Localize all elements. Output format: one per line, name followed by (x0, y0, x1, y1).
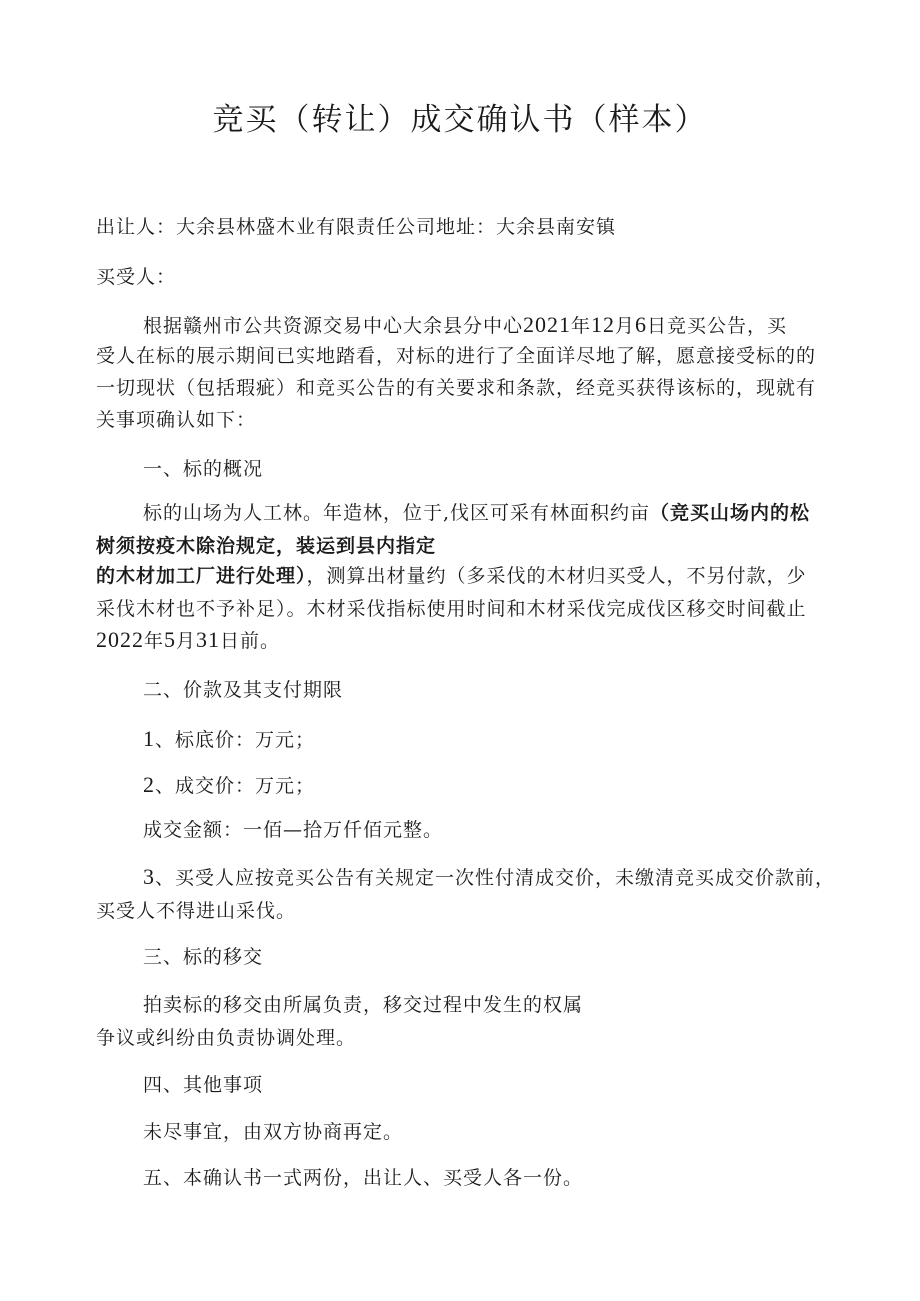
section1-bold-text: 的木材加工厂进行处理） (96, 565, 307, 587)
section4-line-1: 未尽事宜，由双方协商再定。 (143, 1121, 404, 1143)
section2-heading: 二、价款及其支付期限 (143, 679, 344, 701)
item-3-line-2: 买受人不得进山采伐。 (96, 900, 297, 922)
item-number: 2 (143, 772, 155, 797)
section1-line-4: 采伐木材也不予补足）。木材采伐指标使用时间和木材采伐完成伐区移交时间截止 (96, 598, 807, 620)
section5-heading: 五、本确认书一式两份，出让人、买受人各一份。 (143, 1167, 584, 1189)
item-3 (143, 864, 835, 891)
buyer-line: 买受人： (96, 266, 177, 288)
intro-year: 2021 (523, 312, 572, 337)
section1-text: 日前。 (220, 630, 281, 652)
section4-heading: 四、其他事项 (143, 1074, 264, 1096)
end-day: 31 (196, 627, 221, 652)
item-1 (143, 726, 315, 753)
section1-line-2: 树须按疫木除治规定，装运到县内指定 (96, 535, 437, 557)
intro-line-3: 一切现状（包括瑕疵）和竞买公告的有关要求和条款，经竞买获得该标的，现就有 (96, 377, 817, 399)
section1-text: ，测算出材量约（多采伐的木材归买受人，不另付款，少 (306, 565, 807, 587)
section3-line-2: 争议或纠纷由负责协调处理。 (96, 1027, 357, 1049)
section1-text: 年 (144, 630, 165, 652)
section1-heading: 一、标的概况 (143, 458, 264, 480)
item-2 (143, 772, 315, 799)
section3-line-1: 拍卖标的移交由所属负责，移交过程中发生的权属 (143, 994, 584, 1016)
intro-text: 日竞买公告，买 (647, 315, 788, 337)
section1-line-5 (96, 627, 280, 654)
item-number: 1 (143, 726, 155, 751)
item-text: 、成交价：万元； (155, 775, 316, 797)
intro-month: 12 (591, 312, 616, 337)
item-text: 、标底价：万元； (155, 729, 316, 751)
intro-text: 根据赣州市公共资源交易中心大余县分中心 (143, 315, 524, 337)
intro-line-4: 关事项确认如下： (96, 409, 257, 431)
document-title: 竞买（转让）成交确认书（样本） (212, 102, 708, 138)
section1-line-3 (96, 563, 807, 589)
intro-text: 年 (571, 315, 592, 337)
intro-text: 月 (615, 315, 636, 337)
end-month: 5 (164, 627, 177, 652)
section3-heading: 三、标的移交 (143, 946, 264, 968)
section1-line-1 (143, 500, 810, 526)
section1-bold-text: （竞买山场内的松 (650, 502, 811, 524)
intro-line-1 (143, 312, 787, 339)
end-year: 2022 (96, 627, 144, 652)
section1-text: 月 (176, 630, 197, 652)
intro-day: 6 (635, 312, 648, 337)
item-text: 、买受人应按竞买公告有关规定一次性付清成交价，未缴清竞买成交价款前， (155, 867, 836, 889)
seller-line: 出让人：大余县林盛木业有限责任公司地址：大余县南安镇 (96, 216, 617, 238)
section1-text: 标的山场为人工林。年造林，位于,伐区可采有林面积约亩 (143, 502, 651, 524)
item-number: 3 (143, 864, 155, 889)
deal-amount: 成交金额：一佰—拾万仟佰元整。 (143, 819, 444, 841)
intro-line-2: 受人在标的展示期间已实地踏看，对标的进行了全面详尽地了解，愿意接受标的的 (96, 345, 817, 367)
